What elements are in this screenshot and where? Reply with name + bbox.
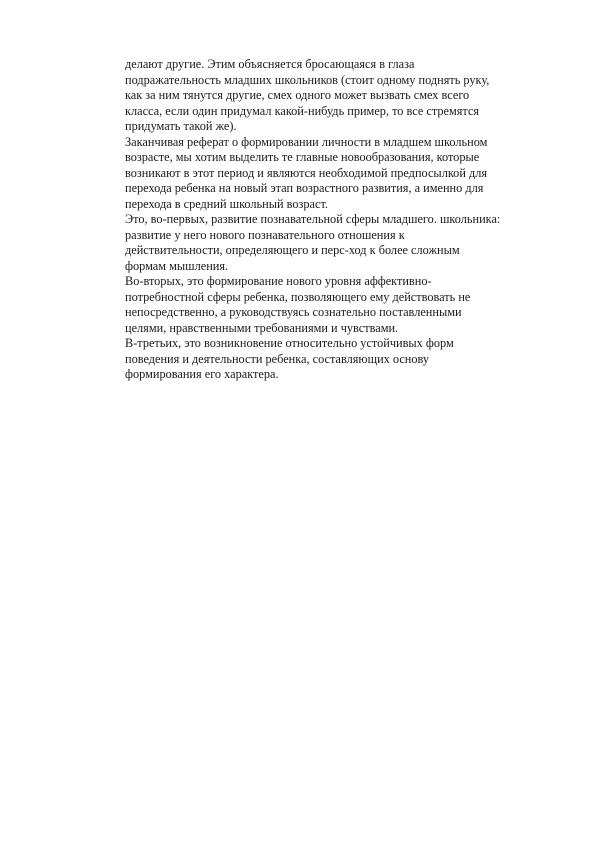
- text-line: возникают в этот период и являются необходимой предпосылкой для: [125, 165, 488, 180]
- text-line: возрасте, мы хотим выделить те главные новообразования, которые: [125, 150, 480, 164]
- text-line: формирования его характера.: [125, 367, 279, 381]
- text-line: формам мышления.: [125, 258, 229, 273]
- text-line: перехода в средний школьный возраст.: [125, 196, 328, 211]
- text-line: В-третьих, это возникновение относительно устойчивых форм: [125, 336, 454, 350]
- text-line: придумать такой же).: [125, 119, 237, 133]
- text-line: Заканчивая реферат о формировании личности в младшем школьном: [125, 134, 488, 149]
- text-line: перехода ребенка на новый этап возрастного развития, а именно для: [125, 181, 484, 195]
- text-line: действительности, определяющего и перс-ход к более сложным: [125, 243, 460, 257]
- text-line: как за ним тянутся другие, смех одного может вызвать смех всего: [125, 88, 470, 102]
- text-line: класса, если один придумал какой-нибудь пример, то все стремятся: [125, 103, 480, 118]
- text-line: целями, нравственными требованиями и чувствами.: [125, 320, 399, 335]
- text-line: Во-вторых, это формирование нового уровня аффективно-: [125, 274, 432, 288]
- text-line: делают другие. Этим объясняется бросающаяся в глаза: [125, 57, 415, 71]
- text-line: развитие у него нового познавательного отношения к: [125, 227, 405, 242]
- text-line: подражательность младших школьников (стоит одному поднять руку,: [125, 72, 490, 87]
- text-line: Это, во-первых, развитие познавательной сферы младшего. школьника:: [125, 212, 501, 226]
- body-text: [125, 57, 545, 383]
- text-line: непосредственно, а руководствуясь сознательно поставленными: [125, 305, 462, 319]
- text-line: поведения и деятельности ребенка, составляющих основу: [125, 351, 430, 366]
- text-line: потребностной сферы ребенка, позволяющего ему действовать не: [125, 289, 471, 304]
